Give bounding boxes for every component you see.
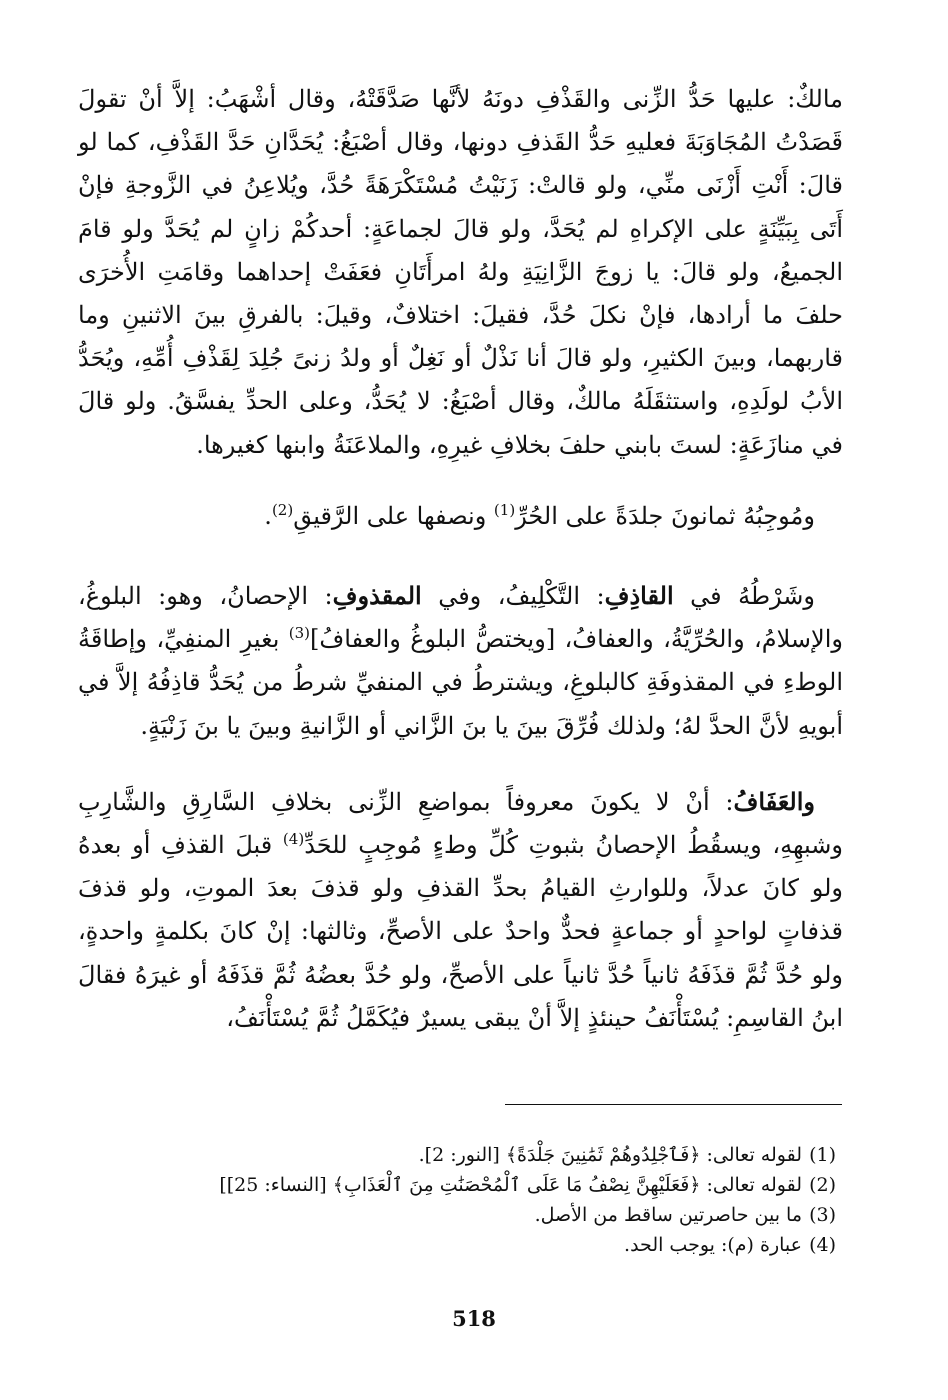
paragraph-2-text-a: ومُوجِبُهُ ثمانونَ جلدَةً على الحُرِّ — [515, 501, 815, 530]
footnote-text: لقوله تعالى: ﴿فَٱجْلِدُوهُمْ ثَمَٰنِينَ جَلْدَةً﴾ [النور: 2]. — [418, 1144, 802, 1166]
footnote-ref-4: (4) — [282, 830, 305, 849]
main-text — [78, 78, 843, 1040]
footnote-number: (2) — [809, 1174, 836, 1196]
paragraph-2-text-c: . — [264, 501, 272, 530]
footnote-ref-2: (2) — [271, 500, 294, 519]
footnote-number: (4) — [809, 1234, 836, 1256]
term-afaf: والعَفَافُ — [733, 786, 815, 816]
paragraph-3-text-a: وشَرْطُهُ في — [673, 582, 815, 611]
paragraph-2 — [78, 495, 843, 538]
footnote-text: ما بين حاصرتين ساقط من الأصل. — [534, 1204, 802, 1226]
paragraph-3 — [78, 574, 843, 748]
footnote-separator — [505, 1104, 842, 1105]
paragraph-4-text-a: : أنْ لا يكونَ معروفاً بمواضعِ الزِّنى بخلافِ السَّارِقِ والشَّارِبِ وشبهِهِ، ويسقُطُ الإحصانُ بثبوتِ كُلِّ وطءٍ مُوجِبٍ للحَدِّ — [78, 787, 843, 860]
page-number: 518 — [452, 1306, 496, 1331]
term-qadhif: القاذِفِ — [604, 581, 674, 611]
paragraph-1: مالكٌ: عليها حَدُّ الزِّنى والقَذْفِ دونَهُ لأنَّها صَدَّقَتْهُ، وقال أشْهَبُ: إلاَّ أنْ تقولَ قَصَدْتُ المُجَاوَبَةَ فعليهِ حَدُّ القَذفِ دونها، وقال أصْبَغُ: يُحَدَّانِ حَدَّ القَذْفِ، كما لو قالَ: أَنْتِ أَزْنَى منِّي، ولو قالتْ: زَنَيْتُ مُسْتَكْرَهَةً حُدَّ، ويُلاعِنُ في الزَّوجةِ فإنْ أَتَى بِبَيِّنَةٍ على الإكراهِ لم يُحَدَّ، ولو قالَ لجماعَةٍ: أحدكُمْ زانٍ لم يُحَدَّ ولو قامَ الجميعُ، ولو قالَ: يا زوجَ الزَّانِيَةِ ولهُ امرأَتَانِ فعَفَتْ إحداهما وقامَتِ الأُخرَى حلفَ ما أرادها، فإنْ نكلَ حُدَّ، فقيلَ: اختلافٌ، وقيلَ: بالفرقِ بينَ الاثنينِ وما قاربهما، وبينَ الكثيرِ، ولو قالَ أنا نَذْلٌ أو نَغِلٌ أو ولدُ زنىً جُلِدَ لِقَذْفِ أُمِّهِ، ويُحَدُّ الأبُ لولَدِهِ، واستثقَلَهُ مالكٌ، وقال أصْبَغُ: لا يُحَدُّ، وعلى الحدِّ يفسَّقُ. ولو قالَ في منازَعَةٍ: لستَ بابني حلفَ بخلافِ غيرِهِ، والملاعَنَةُ وابنها كغيرها. — [78, 85, 844, 459]
footnote-3 — [78, 1200, 842, 1230]
paragraph-2-text-b: ونصفها على الرَّقيقِ — [293, 501, 494, 530]
paragraph-3-text-c: : الإحصانُ، وهو: البلوغُ، والإسلامُ، والحُرِّيَّةُ، والعفافُ، [ويختصُّ البلوغُ والعفافُ] — [78, 582, 843, 654]
paragraph-4-text-b: قبلَ القذفِ أو بعدهُ ولو كانَ عدلاً، وللوارثِ القيامُ بحدِّ القذفِ ولو قذفَ بعدَ الموتِ، ولو قذفَ قذفاتٍ لواحدٍ أو جماعةٍ فحدٌّ واحدٌ على الأصحِّ، وثالثها: إنْ كانَ بكلمةٍ واحدةٍ، ولو حُدَّ ثُمَّ قذَفَهُ ثانياً حُدَّ ثانياً على الأصحِّ، ولو حُدَّ بعضُهُ ثُمَّ قذَفَهُ أو غيرَهُ فقالَ ابنُ القاسِمِ: يُسْتَأْنَفُ حينئذٍ إلاَّ أنْ يبقى يسيرٌ فيُكَمَّلُ ثُمَّ يُسْتَأْنَفُ، — [78, 831, 843, 1032]
paragraph-4 — [78, 780, 843, 1040]
footnotes — [78, 1140, 842, 1260]
footnote-ref-1: (1) — [493, 500, 516, 519]
paragraph-3-text-b: : التَّكْلِيفُ، وفي — [421, 582, 605, 611]
footnote-1 — [78, 1140, 842, 1170]
footnote-text: عبارة (م): يوجب الحد. — [624, 1234, 802, 1256]
footnote-number: (3) — [809, 1204, 836, 1226]
footnote-2 — [78, 1170, 842, 1200]
footnote-ref-3: (3) — [288, 624, 311, 643]
footnote-text: لقوله تعالى: ﴿فَعَلَيْهِنَّ نِصْفُ مَا عَلَى ٱلْمُحْصَنَٰتِ مِنَ ٱلْعَذَابِ﴾ [النساء: 25]] — [219, 1174, 802, 1196]
footnote-number: (1) — [809, 1144, 836, 1166]
paragraph-3-text-d: بغيرِ المنفِيِّ، وإطاقَةُ الوطءِ في المقذوفَةِ كالبلوغِ، ويشترطُ في المنفيِّ شرطُ من يُحَدُّ قاذِفُهُ إلاَّ في أبويهِ لأنَّ الحدَّ لهُ؛ ولذلك فُرِّقَ بينَ يا بنَ الزَّاني أو الزَّانيةِ وبينَ يا بنَ زَنْيَةٍ. — [78, 625, 843, 740]
term-maqdhuf: المقذوفِ — [332, 581, 422, 611]
footnote-4 — [78, 1230, 842, 1260]
